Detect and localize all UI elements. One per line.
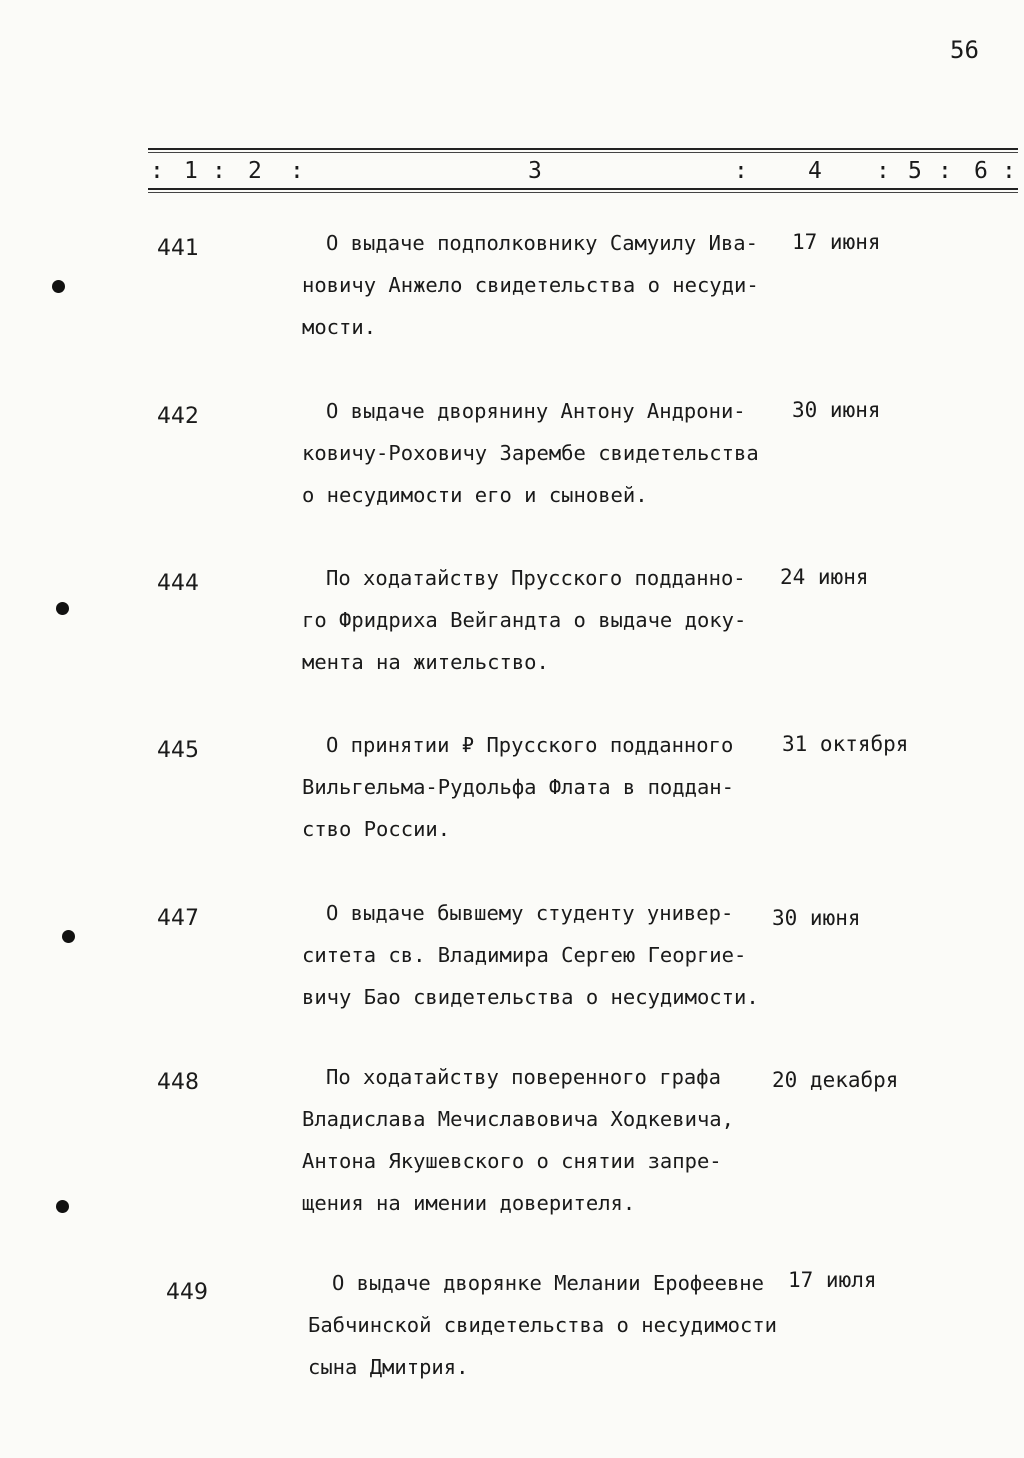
entry-text-line: О выдаче дворянину Антону Андрони- xyxy=(326,399,746,423)
entry-text-line: О выдаче дворянке Мелании Ерофеевне xyxy=(332,1271,764,1295)
entry-date: 30 июня xyxy=(772,906,861,930)
column-separator: : xyxy=(212,158,226,184)
entry-text-line: сына Дмитрия. xyxy=(308,1355,469,1379)
entry-text-line: По ходатайству поверенного графа xyxy=(326,1065,721,1089)
entry-text-line: ство России. xyxy=(302,817,451,841)
header-rule-bottom-thin xyxy=(148,192,1018,193)
header-rule-top xyxy=(148,148,1018,150)
entry-text xyxy=(302,390,782,516)
entry-text xyxy=(302,1056,782,1224)
punch-hole-mark xyxy=(56,1200,69,1213)
column-separator: : xyxy=(1002,158,1016,184)
entry-text-line: По ходатайству Прусского подданно- xyxy=(326,566,746,590)
entry-date: 24 июня xyxy=(780,565,869,589)
entry-text-line: О принятии ₽ Прусского подданного xyxy=(326,733,734,757)
entry-text xyxy=(302,557,782,683)
column-header-3: 3 xyxy=(528,158,542,184)
entry-text-line: щения на имении доверителя. xyxy=(302,1191,636,1215)
punch-hole-mark xyxy=(52,280,65,293)
column-header-2: 2 xyxy=(248,158,262,184)
punch-hole-mark xyxy=(56,602,69,615)
entry-text-line: мента на жительство. xyxy=(302,650,549,674)
entry-text-line: го Фридриха Вейгандта о выдаче доку- xyxy=(302,608,747,632)
column-separator: : xyxy=(734,158,748,184)
header-rule-bottom xyxy=(148,188,1018,190)
column-header-6: 6 xyxy=(974,158,988,184)
entry-text xyxy=(302,222,782,348)
header-rule-top-thin xyxy=(148,152,1018,153)
column-header-5: 5 xyxy=(908,158,922,184)
entry-text-line: О выдаче бывшему студенту универ- xyxy=(326,901,734,925)
entry-text-line: ситета св. Владимира Сергею Георгие- xyxy=(302,943,747,967)
entry-text-line: Владислава Мечиславовича Ходкевича, xyxy=(302,1107,734,1131)
entry-text-line: мости. xyxy=(302,315,377,339)
entry-number: 444 xyxy=(157,571,199,596)
entry-date: 17 июня xyxy=(792,230,881,254)
page-number: 56 xyxy=(950,36,979,64)
column-separator: : xyxy=(876,158,890,184)
entry-date: 17 июля xyxy=(788,1268,877,1292)
entry-date: 20 декабря xyxy=(772,1068,899,1092)
entry-number: 448 xyxy=(157,1070,199,1095)
entry-text-line: вичу Бао свидетельства о несудимости. xyxy=(302,985,759,1009)
entry-text-line: ковичу-Роховичу Зарембе свидетельства xyxy=(302,441,759,465)
punch-hole-mark xyxy=(62,930,75,943)
entry-text-line: о несудимости его и сыновей. xyxy=(302,483,648,507)
column-separator: : xyxy=(938,158,952,184)
entry-text-line: Антона Якушевского о снятии запре- xyxy=(302,1149,722,1173)
column-header-1: 1 xyxy=(184,158,198,184)
column-header-4: 4 xyxy=(808,158,822,184)
entry-date: 30 июня xyxy=(792,398,881,422)
entry-text xyxy=(308,1262,788,1388)
entry-number: 441 xyxy=(157,236,199,261)
entry-text xyxy=(302,724,782,850)
entry-number: 445 xyxy=(157,738,199,763)
entry-text xyxy=(302,892,782,1018)
column-separator: : xyxy=(150,158,164,184)
entry-text-line: новичу Анжело свидетельства о несуди- xyxy=(302,273,759,297)
entry-text-line: Вильгельма-Рудольфа Флата в поддан- xyxy=(302,775,734,799)
entry-text-line: О выдаче подполковнику Самуилу Ива- xyxy=(326,231,758,255)
entry-text-line: Бабчинской свидетельства о несудимости xyxy=(308,1313,777,1337)
entry-date: 31 октября xyxy=(782,732,909,756)
entry-number: 447 xyxy=(157,906,199,931)
entry-number: 442 xyxy=(157,404,199,429)
column-separator: : xyxy=(290,158,304,184)
entry-number: 449 xyxy=(166,1280,208,1305)
